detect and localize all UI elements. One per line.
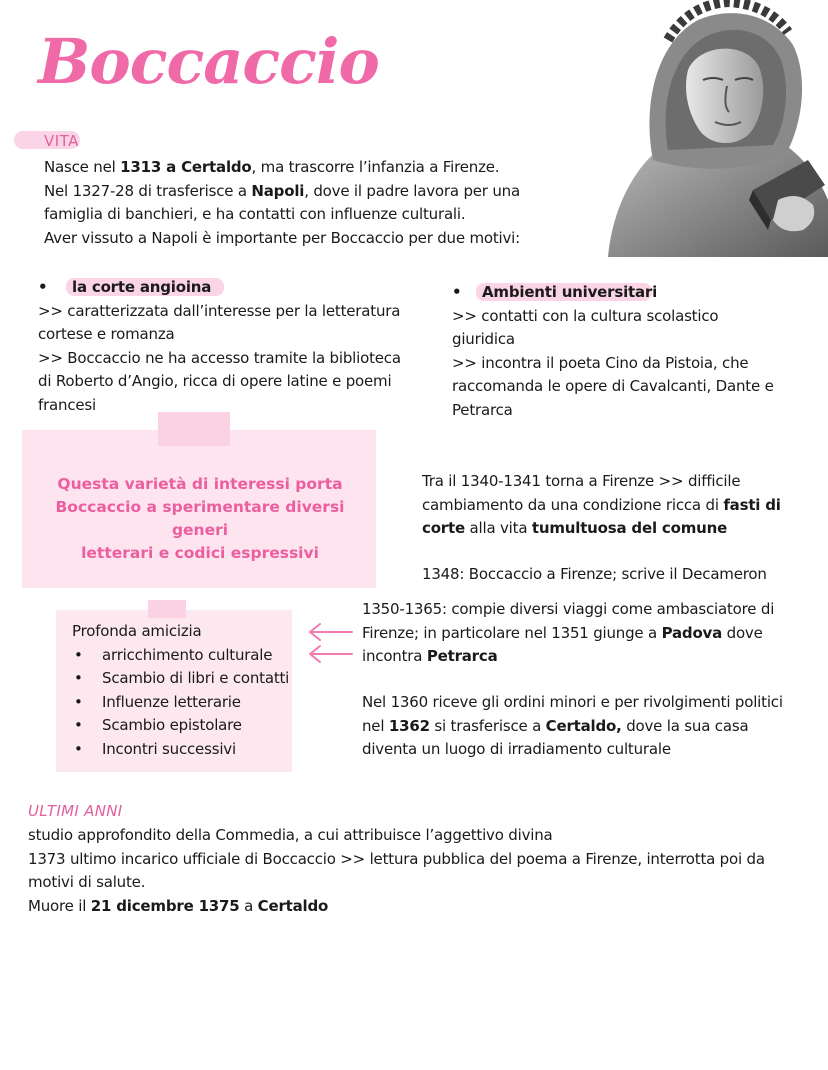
list-item: • Scambio di libri e contatti — [72, 667, 289, 691]
corte-section — [38, 276, 401, 417]
list-item: • Scambio epistolare — [72, 714, 289, 738]
ordini-line: diventa un luogo di irradiamento culturale — [362, 740, 671, 758]
vita-line: Aver vissuto a Napoli è importante per Boccaccio per due motivi: — [44, 228, 520, 247]
amicizia-heading: Profonda amicizia — [72, 622, 202, 640]
viaggi-line: Firenze; in particolare nel 1351 giunge a Padova dove — [362, 623, 763, 642]
corte-line: cortese e romanza — [38, 325, 175, 343]
firenze-paragraph — [422, 470, 781, 541]
firenze-line: cambiamento da una condizione ricca di fasti di — [422, 495, 781, 514]
amicizia-box-tab — [148, 600, 186, 618]
ambienti-line: >> contatti con la cultura scolastico — [452, 306, 719, 325]
varieta-line: Questa varietà di interessi porta — [57, 475, 343, 493]
corte-heading: • la corte angioina — [38, 278, 212, 296]
ordini-line: nel 1362 si trasferisce a Certaldo, dove la sua casa — [362, 716, 749, 735]
vita-paragraph — [44, 156, 520, 250]
viaggi-paragraph — [362, 598, 774, 669]
ultimi-heading: ULTIMI ANNI — [28, 802, 123, 820]
ultimi-line: studio approfondito della Commedia, a cui attribuisce l’aggettivo divina — [28, 826, 553, 844]
varieta-line: letterari e codici espressivi — [81, 544, 319, 562]
list-item: • Influenze letterarie — [72, 691, 289, 715]
amicizia-list — [72, 644, 289, 762]
firenze-line: corte alla vita tumultuosa del comune — [422, 519, 728, 537]
list-item: • Incontri successivi — [72, 738, 289, 762]
vita-line: Nel 1327-28 di trasferisce a Napoli, dove il padre lavora per una — [44, 181, 520, 200]
ambienti-section — [452, 281, 774, 422]
vita-line: Nasce nel 1313 a Certaldo, ma trascorre l’infanzia a Firenze. — [44, 158, 500, 176]
varieta-box-tab — [158, 412, 230, 446]
arrow-left-icon — [304, 620, 356, 670]
viaggi-line: 1350-1365: compie diversi viaggi come ambasciatore di — [362, 600, 775, 618]
corte-line: francesi — [38, 395, 97, 414]
vita-line: famiglia di banchieri, e ha contatti con influenze culturali. — [44, 205, 466, 223]
ordini-paragraph — [362, 691, 783, 762]
ultimi-line: Muore il 21 dicembre 1375 a Certaldo — [28, 896, 329, 915]
ambienti-line: Petrarca — [452, 400, 513, 419]
corte-line: di Roberto d’Angio, ricca di opere latine e poemi — [38, 372, 392, 390]
corte-line: >> Boccaccio ne ha accesso tramite la biblioteca — [38, 348, 401, 367]
ambienti-line: giuridica — [452, 330, 515, 348]
ambienti-heading: • Ambienti universitari — [452, 283, 658, 301]
ambienti-line: raccomanda le opere di Cavalcanti, Dante e — [452, 377, 774, 395]
ultimi-line: motivi di salute. — [28, 873, 146, 891]
portrait-image — [603, 0, 828, 257]
decameron-line: 1348: Boccaccio a Firenze; scrive il Decameron — [422, 565, 767, 583]
amicizia-section — [72, 620, 289, 761]
list-item: • arricchimento culturale — [72, 644, 289, 668]
varieta-line: Boccaccio a sperimentare diversi generi — [55, 498, 345, 539]
ultimi-line: 1373 ultimo incarico ufficiale di Boccaccio >> lettura pubblica del poema a Firenze, interrotta poi da — [28, 849, 765, 868]
viaggi-line: incontra Petrarca — [362, 647, 498, 665]
firenze-line: Tra il 1340-1341 torna a Firenze >> difficile — [422, 472, 741, 490]
varieta-text — [30, 473, 370, 565]
page-title: Boccaccio — [38, 25, 379, 98]
ultimi-paragraph — [28, 824, 765, 918]
corte-line: >> caratterizzata dall’interesse per la letteratura — [38, 301, 401, 320]
vita-heading: VITA — [44, 132, 79, 150]
ambienti-line: >> incontra il poeta Cino da Pistoia, che — [452, 353, 749, 372]
ordini-line: Nel 1360 riceve gli ordini minori e per rivolgimenti politici — [362, 693, 783, 711]
